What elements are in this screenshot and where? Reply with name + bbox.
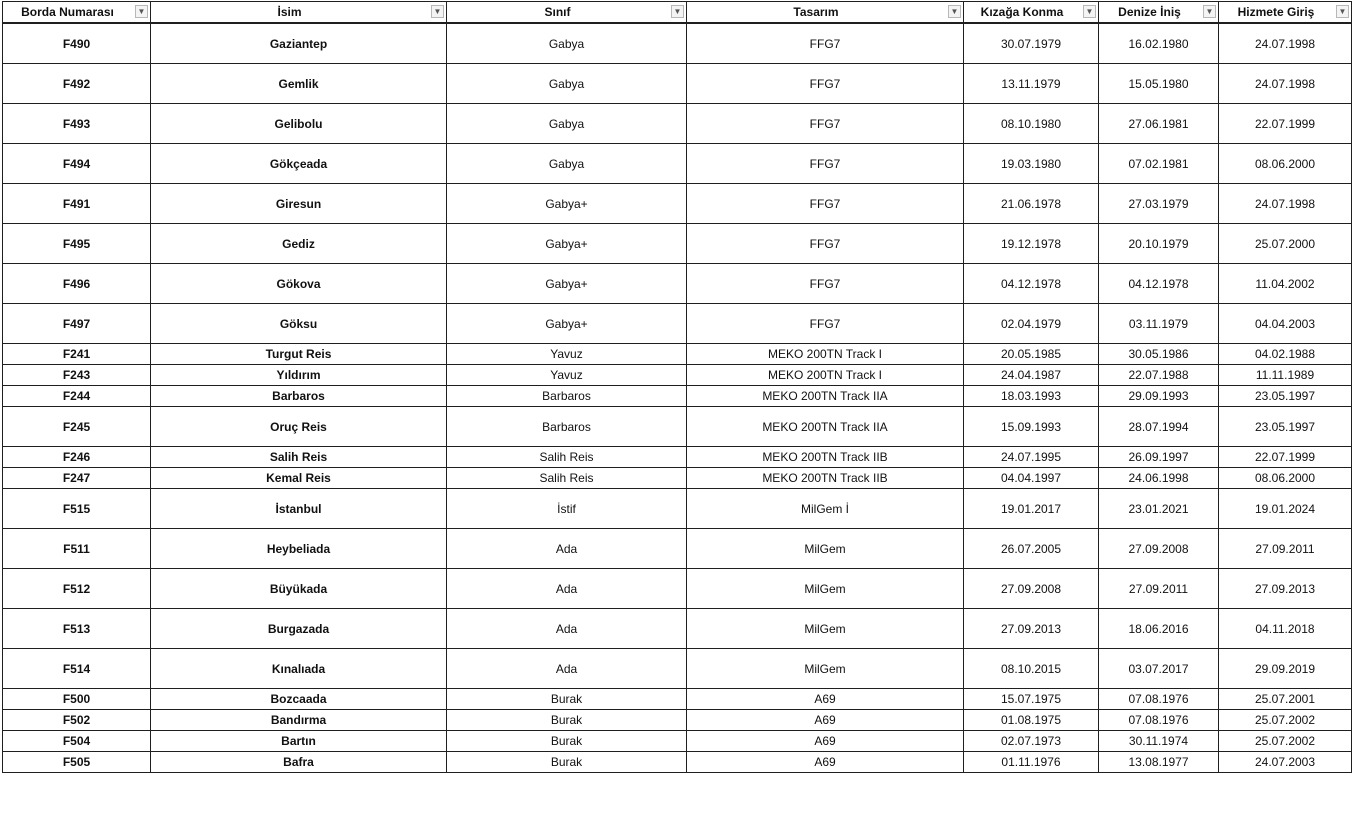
- cell-isim[interactable]: Bafra: [151, 752, 447, 773]
- cell-denize-inis[interactable]: 04.12.1978: [1099, 264, 1219, 304]
- cell-hizmete-giris[interactable]: 23.05.1997: [1219, 407, 1352, 447]
- cell-hizmete-giris[interactable]: 24.07.2003: [1219, 752, 1352, 773]
- cell-kizaga-konma[interactable]: 08.10.2015: [964, 649, 1099, 689]
- cell-borda-numarasi[interactable]: F495: [3, 224, 151, 264]
- cell-isim[interactable]: Oruç Reis: [151, 407, 447, 447]
- header-borda-numarasi[interactable]: Borda Numarası ▼: [3, 2, 151, 24]
- cell-hizmete-giris[interactable]: 24.07.1998: [1219, 184, 1352, 224]
- cell-tasarim[interactable]: A69: [687, 710, 964, 731]
- table-row: [3, 689, 1352, 710]
- cell-denize-inis[interactable]: 15.05.1980: [1099, 64, 1219, 104]
- table-row: [3, 489, 1352, 529]
- cell-hizmete-giris[interactable]: 08.06.2000: [1219, 468, 1352, 489]
- cell-tasarim[interactable]: FFG7: [687, 264, 964, 304]
- cell-kizaga-konma[interactable]: 19.01.2017: [964, 489, 1099, 529]
- cell-denize-inis[interactable]: 07.02.1981: [1099, 144, 1219, 184]
- cell-borda-numarasi[interactable]: F512: [3, 569, 151, 609]
- filter-dropdown-icon[interactable]: ▼: [1336, 5, 1349, 18]
- cell-hizmete-giris[interactable]: 04.11.2018: [1219, 609, 1352, 649]
- cell-kizaga-konma[interactable]: 24.07.1995: [964, 447, 1099, 468]
- cell-sinif[interactable]: Burak: [447, 731, 687, 752]
- cell-denize-inis[interactable]: 13.08.1977: [1099, 752, 1219, 773]
- cell-sinif[interactable]: Burak: [447, 689, 687, 710]
- cell-isim[interactable]: Gaziantep: [151, 23, 447, 64]
- cell-kizaga-konma[interactable]: 24.04.1987: [964, 365, 1099, 386]
- cell-denize-inis[interactable]: 27.06.1981: [1099, 104, 1219, 144]
- table-row: [3, 569, 1352, 609]
- cell-sinif[interactable]: Gabya+: [447, 304, 687, 344]
- table-row: [3, 529, 1352, 569]
- cell-hizmete-giris[interactable]: 22.07.1999: [1219, 447, 1352, 468]
- cell-hizmete-giris[interactable]: 25.07.2002: [1219, 731, 1352, 752]
- cell-sinif[interactable]: Burak: [447, 710, 687, 731]
- cell-tasarim[interactable]: FFG7: [687, 184, 964, 224]
- cell-hizmete-giris[interactable]: 23.05.1997: [1219, 386, 1352, 407]
- table-row: [3, 224, 1352, 264]
- cell-borda-numarasi[interactable]: F494: [3, 144, 151, 184]
- cell-denize-inis[interactable]: 30.05.1986: [1099, 344, 1219, 365]
- cell-denize-inis[interactable]: 23.01.2021: [1099, 489, 1219, 529]
- cell-kizaga-konma[interactable]: 27.09.2008: [964, 569, 1099, 609]
- cell-hizmete-giris[interactable]: 27.09.2011: [1219, 529, 1352, 569]
- cell-denize-inis[interactable]: 30.11.1974: [1099, 731, 1219, 752]
- cell-tasarim[interactable]: MEKO 200TN Track IIA: [687, 407, 964, 447]
- cell-denize-inis[interactable]: 24.06.1998: [1099, 468, 1219, 489]
- cell-sinif[interactable]: Barbaros: [447, 386, 687, 407]
- cell-tasarim[interactable]: MilGem: [687, 569, 964, 609]
- cell-borda-numarasi[interactable]: F490: [3, 23, 151, 64]
- cell-tasarim[interactable]: A69: [687, 731, 964, 752]
- cell-sinif[interactable]: Gabya: [447, 104, 687, 144]
- cell-tasarim[interactable]: A69: [687, 689, 964, 710]
- cell-tasarim[interactable]: FFG7: [687, 144, 964, 184]
- cell-sinif[interactable]: Ada: [447, 529, 687, 569]
- cell-tasarim[interactable]: FFG7: [687, 23, 964, 64]
- cell-borda-numarasi[interactable]: F493: [3, 104, 151, 144]
- cell-isim[interactable]: Gelibolu: [151, 104, 447, 144]
- cell-kizaga-konma[interactable]: 01.08.1975: [964, 710, 1099, 731]
- cell-denize-inis[interactable]: 27.09.2008: [1099, 529, 1219, 569]
- cell-borda-numarasi[interactable]: F500: [3, 689, 151, 710]
- cell-borda-numarasi[interactable]: F514: [3, 649, 151, 689]
- cell-borda-numarasi[interactable]: F245: [3, 407, 151, 447]
- frigates-table: [2, 1, 1352, 773]
- cell-kizaga-konma[interactable]: 15.09.1993: [964, 407, 1099, 447]
- cell-borda-numarasi[interactable]: F515: [3, 489, 151, 529]
- table-row: [3, 144, 1352, 184]
- cell-denize-inis[interactable]: 26.09.1997: [1099, 447, 1219, 468]
- cell-denize-inis[interactable]: 03.11.1979: [1099, 304, 1219, 344]
- cell-borda-numarasi[interactable]: F497: [3, 304, 151, 344]
- cell-kizaga-konma[interactable]: 13.11.1979: [964, 64, 1099, 104]
- table-row: [3, 304, 1352, 344]
- cell-denize-inis[interactable]: 22.07.1988: [1099, 365, 1219, 386]
- table-row: [3, 752, 1352, 773]
- cell-tasarim[interactable]: MEKO 200TN Track IIB: [687, 468, 964, 489]
- header-isim[interactable]: İsim ▼: [151, 2, 447, 24]
- cell-isim[interactable]: Gökçeada: [151, 144, 447, 184]
- cell-borda-numarasi[interactable]: F496: [3, 264, 151, 304]
- cell-borda-numarasi[interactable]: F502: [3, 710, 151, 731]
- cell-hizmete-giris[interactable]: 04.02.1988: [1219, 344, 1352, 365]
- cell-kizaga-konma[interactable]: 01.11.1976: [964, 752, 1099, 773]
- cell-sinif[interactable]: Ada: [447, 569, 687, 609]
- cell-isim[interactable]: Göksu: [151, 304, 447, 344]
- table-row: [3, 365, 1352, 386]
- cell-denize-inis[interactable]: 27.03.1979: [1099, 184, 1219, 224]
- table-row: [3, 468, 1352, 489]
- cell-kizaga-konma[interactable]: 15.07.1975: [964, 689, 1099, 710]
- cell-sinif[interactable]: Gabya: [447, 144, 687, 184]
- cell-sinif[interactable]: Gabya+: [447, 184, 687, 224]
- header-hizmete-giris[interactable]: Hizmete Giriş ▼: [1219, 2, 1352, 24]
- cell-isim[interactable]: Yıldırım: [151, 365, 447, 386]
- cell-isim[interactable]: Giresun: [151, 184, 447, 224]
- cell-denize-inis[interactable]: 07.08.1976: [1099, 710, 1219, 731]
- cell-isim[interactable]: Büyükada: [151, 569, 447, 609]
- cell-borda-numarasi[interactable]: F247: [3, 468, 151, 489]
- cell-hizmete-giris[interactable]: 24.07.1998: [1219, 64, 1352, 104]
- cell-sinif[interactable]: Ada: [447, 649, 687, 689]
- cell-sinif[interactable]: Salih Reis: [447, 447, 687, 468]
- cell-sinif[interactable]: Yavuz: [447, 365, 687, 386]
- filter-dropdown-icon[interactable]: ▼: [135, 5, 148, 18]
- table-row: [3, 609, 1352, 649]
- cell-isim[interactable]: Salih Reis: [151, 447, 447, 468]
- cell-kizaga-konma[interactable]: 04.12.1978: [964, 264, 1099, 304]
- cell-tasarim[interactable]: FFG7: [687, 304, 964, 344]
- table-row: [3, 104, 1352, 144]
- cell-borda-numarasi[interactable]: F243: [3, 365, 151, 386]
- cell-hizmete-giris[interactable]: 27.09.2013: [1219, 569, 1352, 609]
- cell-isim[interactable]: Heybeliada: [151, 529, 447, 569]
- cell-hizmete-giris[interactable]: 11.11.1989: [1219, 365, 1352, 386]
- table-body: [3, 23, 1352, 773]
- cell-isim[interactable]: Burgazada: [151, 609, 447, 649]
- cell-sinif[interactable]: İstif: [447, 489, 687, 529]
- cell-hizmete-giris[interactable]: 24.07.1998: [1219, 23, 1352, 64]
- table-row: [3, 264, 1352, 304]
- cell-isim[interactable]: İstanbul: [151, 489, 447, 529]
- cell-kizaga-konma[interactable]: 27.09.2013: [964, 609, 1099, 649]
- cell-hizmete-giris[interactable]: 22.07.1999: [1219, 104, 1352, 144]
- cell-kizaga-konma[interactable]: 02.07.1973: [964, 731, 1099, 752]
- cell-hizmete-giris[interactable]: 19.01.2024: [1219, 489, 1352, 529]
- cell-isim[interactable]: Kemal Reis: [151, 468, 447, 489]
- cell-kizaga-konma[interactable]: 26.07.2005: [964, 529, 1099, 569]
- cell-tasarim[interactable]: MilGem: [687, 529, 964, 569]
- cell-sinif[interactable]: Gabya+: [447, 224, 687, 264]
- cell-denize-inis[interactable]: 18.06.2016: [1099, 609, 1219, 649]
- cell-denize-inis[interactable]: 03.07.2017: [1099, 649, 1219, 689]
- cell-isim[interactable]: Gediz: [151, 224, 447, 264]
- table-row: [3, 731, 1352, 752]
- table-row: [3, 184, 1352, 224]
- cell-hizmete-giris[interactable]: 25.07.2001: [1219, 689, 1352, 710]
- cell-tasarim[interactable]: FFG7: [687, 64, 964, 104]
- cell-denize-inis[interactable]: 29.09.1993: [1099, 386, 1219, 407]
- cell-tasarim[interactable]: MEKO 200TN Track I: [687, 365, 964, 386]
- table-row: [3, 710, 1352, 731]
- cell-sinif[interactable]: Burak: [447, 752, 687, 773]
- header-row: [3, 2, 1352, 24]
- cell-isim[interactable]: Gemlik: [151, 64, 447, 104]
- cell-kizaga-konma[interactable]: 04.04.1997: [964, 468, 1099, 489]
- cell-kizaga-konma[interactable]: 08.10.1980: [964, 104, 1099, 144]
- cell-tasarim[interactable]: MilGem: [687, 609, 964, 649]
- table-row: [3, 407, 1352, 447]
- header-sinif[interactable]: Sınıf ▼: [447, 2, 687, 24]
- table-row: [3, 64, 1352, 104]
- cell-sinif[interactable]: Salih Reis: [447, 468, 687, 489]
- cell-denize-inis[interactable]: 20.10.1979: [1099, 224, 1219, 264]
- filter-dropdown-icon[interactable]: ▼: [948, 5, 961, 18]
- cell-tasarim[interactable]: MEKO 200TN Track IIB: [687, 447, 964, 468]
- cell-kizaga-konma[interactable]: 21.06.1978: [964, 184, 1099, 224]
- cell-isim[interactable]: Bozcaada: [151, 689, 447, 710]
- cell-tasarim[interactable]: FFG7: [687, 104, 964, 144]
- cell-kizaga-konma[interactable]: 19.12.1978: [964, 224, 1099, 264]
- filter-dropdown-icon[interactable]: ▼: [431, 5, 444, 18]
- cell-kizaga-konma[interactable]: 20.05.1985: [964, 344, 1099, 365]
- cell-denize-inis[interactable]: 28.07.1994: [1099, 407, 1219, 447]
- cell-isim[interactable]: Gökova: [151, 264, 447, 304]
- table-row: [3, 386, 1352, 407]
- table-row: [3, 344, 1352, 365]
- cell-tasarim[interactable]: MEKO 200TN Track I: [687, 344, 964, 365]
- cell-borda-numarasi[interactable]: F504: [3, 731, 151, 752]
- header-denize-inis[interactable]: Denize İniş ▼: [1099, 2, 1219, 24]
- cell-isim[interactable]: Kınalıada: [151, 649, 447, 689]
- cell-hizmete-giris[interactable]: 08.06.2000: [1219, 144, 1352, 184]
- table-row: [3, 649, 1352, 689]
- cell-tasarim[interactable]: A69: [687, 752, 964, 773]
- cell-sinif[interactable]: Gabya: [447, 23, 687, 64]
- cell-isim[interactable]: Bartın: [151, 731, 447, 752]
- cell-kizaga-konma[interactable]: 02.04.1979: [964, 304, 1099, 344]
- cell-denize-inis[interactable]: 27.09.2011: [1099, 569, 1219, 609]
- cell-hizmete-giris[interactable]: 29.09.2019: [1219, 649, 1352, 689]
- cell-denize-inis[interactable]: 07.08.1976: [1099, 689, 1219, 710]
- cell-hizmete-giris[interactable]: 25.07.2000: [1219, 224, 1352, 264]
- cell-isim[interactable]: Bandırma: [151, 710, 447, 731]
- cell-sinif[interactable]: Ada: [447, 609, 687, 649]
- cell-kizaga-konma[interactable]: 19.03.1980: [964, 144, 1099, 184]
- filter-dropdown-icon[interactable]: ▼: [1203, 5, 1216, 18]
- cell-borda-numarasi[interactable]: F491: [3, 184, 151, 224]
- cell-borda-numarasi[interactable]: F511: [3, 529, 151, 569]
- cell-denize-inis[interactable]: 16.02.1980: [1099, 23, 1219, 64]
- cell-borda-numarasi[interactable]: F505: [3, 752, 151, 773]
- filter-dropdown-icon[interactable]: ▼: [671, 5, 684, 18]
- cell-borda-numarasi[interactable]: F492: [3, 64, 151, 104]
- cell-tasarim[interactable]: MEKO 200TN Track IIA: [687, 386, 964, 407]
- cell-borda-numarasi[interactable]: F513: [3, 609, 151, 649]
- cell-hizmete-giris[interactable]: 04.04.2003: [1219, 304, 1352, 344]
- header-tasarim[interactable]: Tasarım ▼: [687, 2, 964, 24]
- cell-hizmete-giris[interactable]: 11.04.2002: [1219, 264, 1352, 304]
- cell-kizaga-konma[interactable]: 18.03.1993: [964, 386, 1099, 407]
- cell-sinif[interactable]: Yavuz: [447, 344, 687, 365]
- cell-borda-numarasi[interactable]: F246: [3, 447, 151, 468]
- header-kizaga-konma[interactable]: Kızağa Konma ▼: [964, 2, 1099, 24]
- cell-tasarim[interactable]: MilGem İ: [687, 489, 964, 529]
- cell-tasarim[interactable]: FFG7: [687, 224, 964, 264]
- cell-isim[interactable]: Barbaros: [151, 386, 447, 407]
- cell-tasarim[interactable]: MilGem: [687, 649, 964, 689]
- cell-sinif[interactable]: Gabya+: [447, 264, 687, 304]
- cell-hizmete-giris[interactable]: 25.07.2002: [1219, 710, 1352, 731]
- cell-kizaga-konma[interactable]: 30.07.1979: [964, 23, 1099, 64]
- cell-borda-numarasi[interactable]: F241: [3, 344, 151, 365]
- cell-borda-numarasi[interactable]: F244: [3, 386, 151, 407]
- table-row: [3, 447, 1352, 468]
- cell-isim[interactable]: Turgut Reis: [151, 344, 447, 365]
- table-row: [3, 23, 1352, 64]
- cell-sinif[interactable]: Barbaros: [447, 407, 687, 447]
- filter-dropdown-icon[interactable]: ▼: [1083, 5, 1096, 18]
- cell-sinif[interactable]: Gabya: [447, 64, 687, 104]
